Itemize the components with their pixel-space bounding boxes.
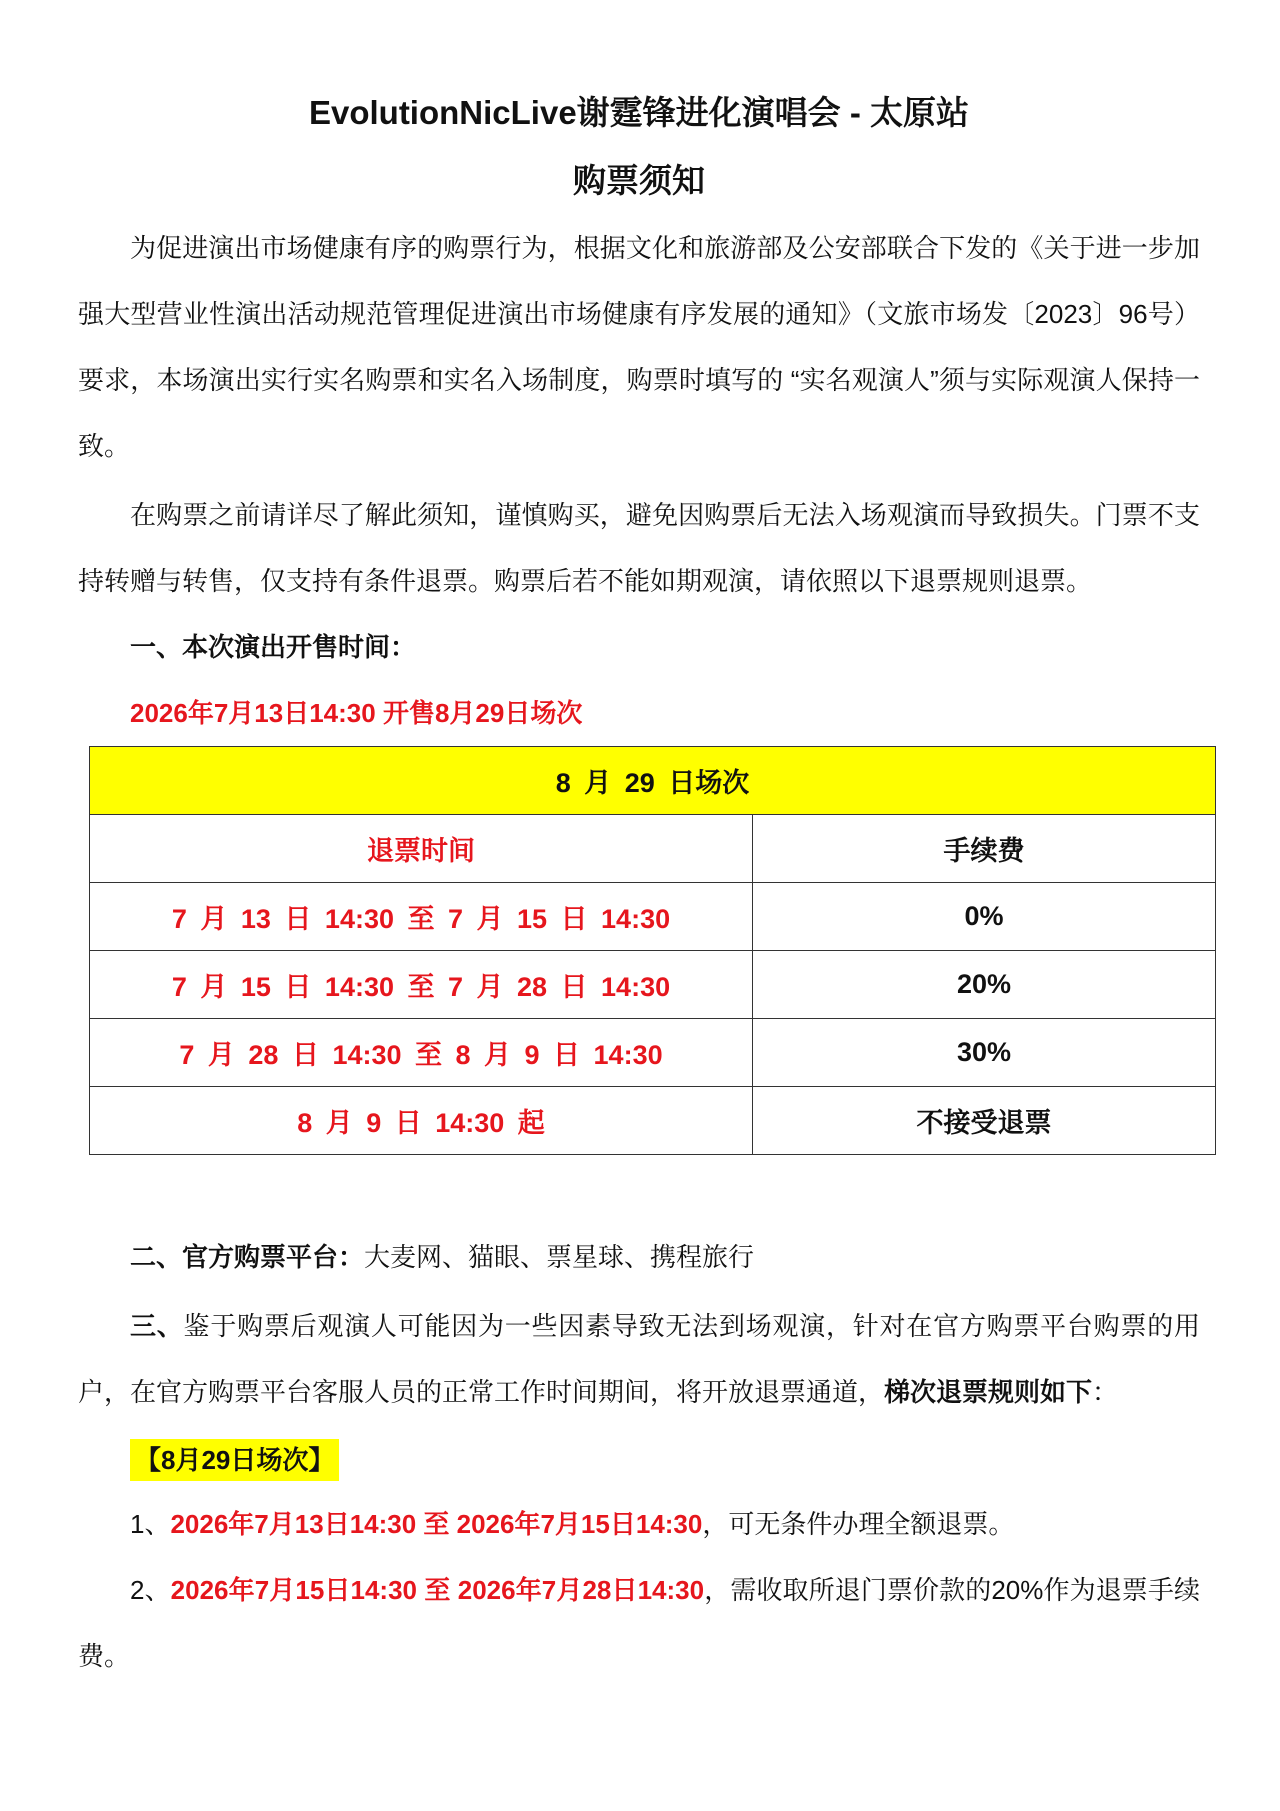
refund-fee-cell: 20% [753, 951, 1216, 1019]
refund-period-cell: 8 月 9 日 14:30 起 [90, 1087, 753, 1155]
section-3-paragraph [78, 1293, 1200, 1425]
rule-item-text: ，可无条件办理全额退票。 [702, 1509, 1015, 1539]
concert-title: EvolutionNicLive谢霆锋进化演唱会 - 太原站 [308, 94, 970, 131]
header-fee: 手续费 [753, 815, 1216, 883]
refund-period-cell: 7 月 13 日 14:30 至 7 月 15 日 14:30 [90, 883, 753, 951]
rule-item [78, 1491, 1200, 1557]
sale-time: 2026年7月13日14:30 开售8月29日场次 [130, 698, 583, 728]
section-3-prefix: 三、 [130, 1311, 184, 1341]
refund-fee-cell: 0% [753, 883, 1216, 951]
rule-item-period: 2026年7月13日14:30 至 2026年7月15日14:30 [170, 1509, 703, 1539]
section-2-platforms [78, 1224, 1200, 1290]
table-row [90, 951, 1216, 1019]
table-header-row [90, 815, 1216, 883]
session-tag: 【8月29日场次】 [130, 1439, 339, 1481]
rule-item-text: ，需收取所退门票价款的20%作为退票手续费。 [78, 1575, 1200, 1671]
table-row [90, 1087, 1216, 1155]
session-tag-line [78, 1425, 1200, 1491]
table-title-row [90, 747, 1216, 815]
rule-item-number: 2、 [130, 1575, 171, 1605]
rule-item-period: 2026年7月15日14:30 至 2026年7月28日14:30 [170, 1575, 705, 1605]
intro-paragraph-2: 在购票之前请详尽了解此须知，谨慎购买，避免因购票后无法入场观演而导致损失。门票不支持转赠与转售，仅支持有条件退票。购票后若不能如期观演，请依照以下退票规则退票。 [78, 500, 1200, 596]
intro-paragraph-1: 为促进演出市场健康有序的购票行为，根据文化和旅游部及公安部联合下发的《关于进一步加强大型营业性演出活动规范管理促进演出市场健康有序发展的通知》（文旅市场发〔2023〕96号）要求，本场演出实行实名购票和实名入场制度，购票时填写的 “实名观演人”须与实际观演人保持一致。 [78, 233, 1200, 461]
rule-item [78, 1557, 1200, 1689]
rule-colon: ： [1092, 1377, 1119, 1407]
refund-period-cell: 7 月 28 日 14:30 至 8 月 9 日 14:30 [90, 1019, 753, 1087]
rule-label: 梯次退票规则如下 [884, 1377, 1093, 1407]
header-refund-time: 退票时间 [90, 815, 753, 883]
refund-table [89, 746, 1216, 1155]
notice-subtitle: 购票须知 [573, 162, 705, 199]
section-3-text: 鉴于购票后观演人可能因为一些因素导致无法到场观演，针对在官方购票平台购票的用户，在官方购票平台客服人员的正常工作时间期间，将开放退票通道， [78, 1311, 1200, 1407]
table-row [90, 1019, 1216, 1087]
platform-list: 大麦网、猫眼、票星球、携程旅行 [364, 1242, 755, 1272]
refund-period-cell: 7 月 15 日 14:30 至 7 月 28 日 14:30 [90, 951, 753, 1019]
table-row [90, 883, 1216, 951]
table-title: 8 月 29 日场次 [90, 747, 1216, 815]
section-1-heading: 一、本次演出开售时间： [130, 632, 417, 662]
rule-item-number: 1、 [130, 1509, 171, 1539]
refund-fee-cell: 不接受退票 [753, 1087, 1216, 1155]
refund-fee-cell: 30% [753, 1019, 1216, 1087]
section-2-heading: 二、官方购票平台： [130, 1242, 365, 1272]
